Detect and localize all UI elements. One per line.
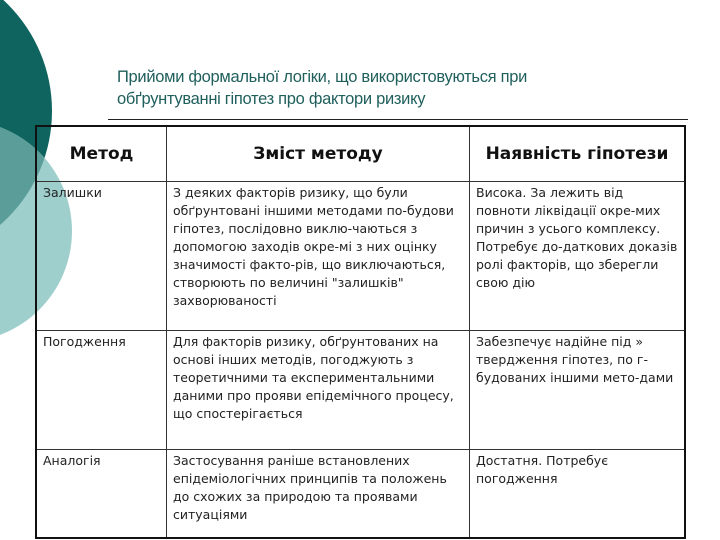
table-header-row [36, 126, 685, 182]
cell-method: Погодження [36, 331, 167, 450]
header-content: Зміст методу [167, 126, 470, 182]
cell-content: Застосування раніше встановлених епідеміологічних принципів та положень до схожих за природою та проявами ситуаціями [167, 450, 470, 539]
cell-hypothesis: Достатня. Потребує погодження [470, 450, 686, 539]
methods-table [35, 125, 686, 539]
cell-hypothesis: Забезпечує надійне під » твердження гіпотез, по г-будованих іншими мето-дами [470, 331, 686, 450]
header-hypothesis: Наявність гіпотези [470, 126, 686, 182]
cell-method: Аналогія [36, 450, 167, 539]
table-row [36, 182, 685, 331]
cell-content: З деяких факторів ризику, що були обґрунтовані іншими методами по-будови гіпотез, послідовно виклю-чаються з допомогою заходів окре-мі з них оцінку значимості факто-рів, що виключаються, створюють по величині "залишків" захворюваності [167, 182, 470, 331]
cell-content: Для факторів ризику, обґрунтованих на основі інших методів, погоджують з теоретичними та експериментальними даними про прояви епідемічного процесу, що спостерігається [167, 331, 470, 450]
header-method: Метод [36, 126, 167, 182]
title-divider [108, 119, 688, 120]
cell-hypothesis: Висока. За лежить від повноти ліквідації окре-мих причин з усього комплексу. Потребує до-даткових доказів ролі факторів, що зберегли свою дію [470, 182, 686, 331]
table-row [36, 331, 685, 450]
cell-method: Залишки [36, 182, 167, 331]
table-row [36, 450, 685, 539]
slide-title: Прийоми формальної логіки, що використовуються при обґрунтуванні гіпотез про фактори ризику [117, 68, 528, 108]
